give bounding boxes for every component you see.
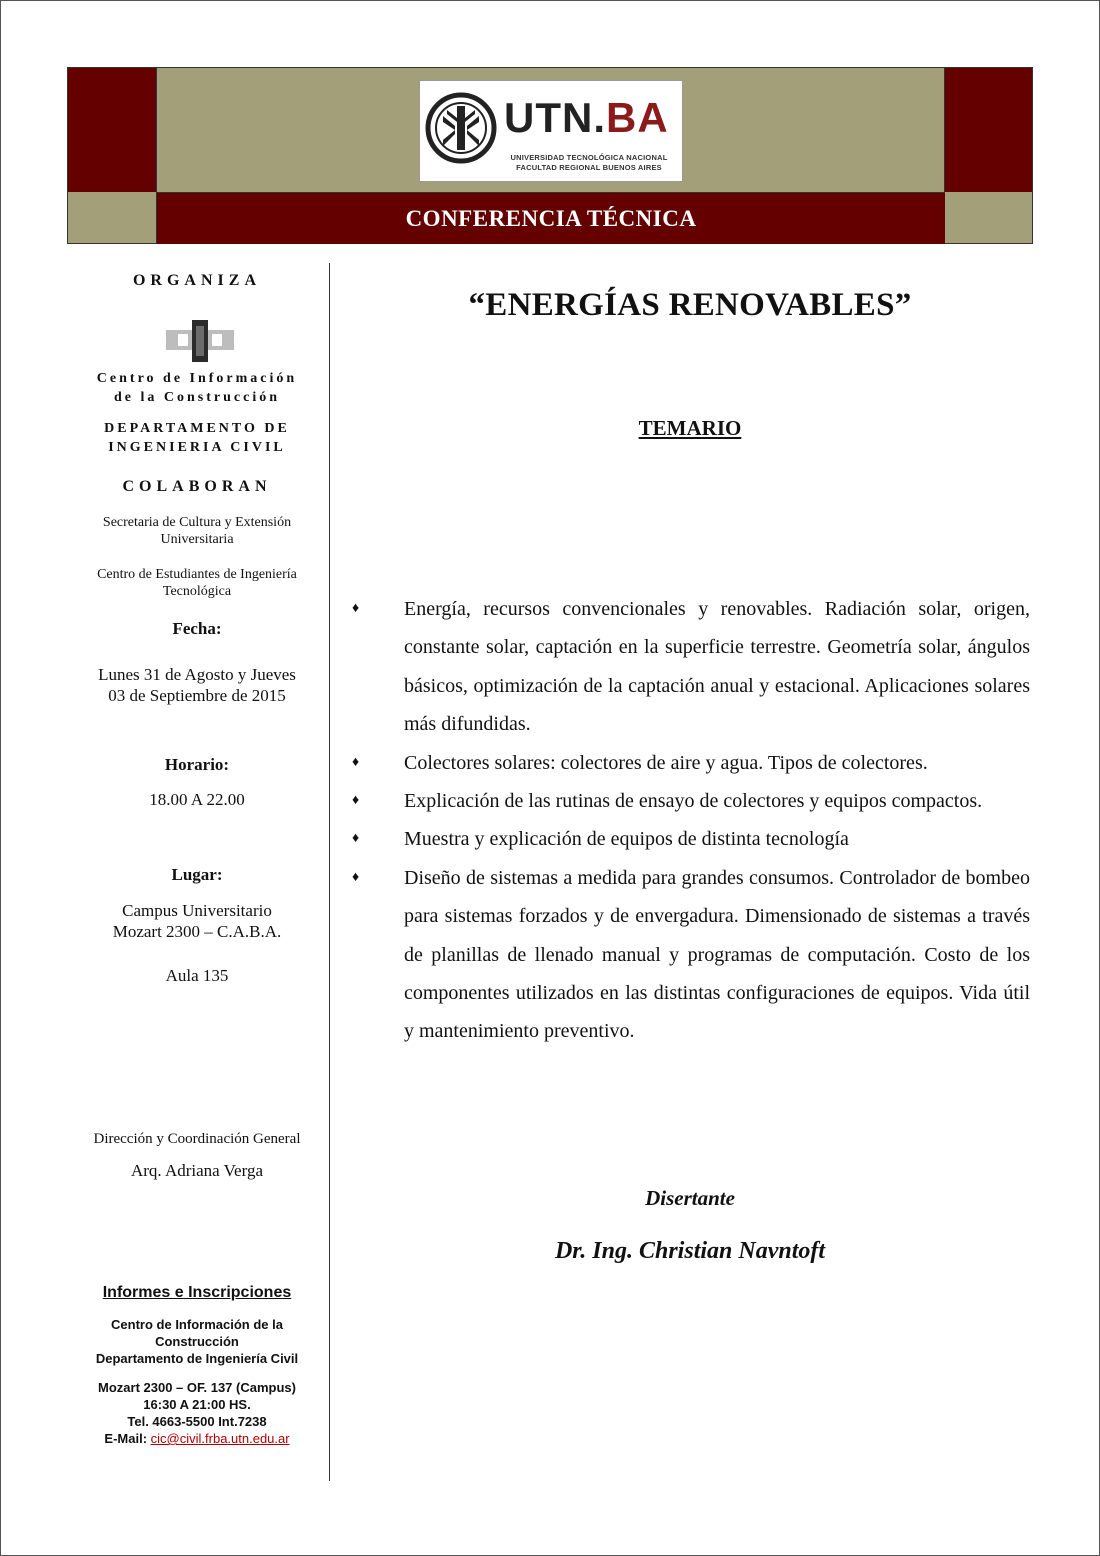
aula-value: Aula 135 (165, 966, 229, 985)
fecha-value: 03 de Septiembre de 2015 (108, 686, 286, 705)
colaboran-heading: COLABORAN (122, 478, 272, 495)
informes-title: Informes e Inscripciones (102, 1284, 292, 1301)
banner-title-bar (157, 192, 945, 244)
diamond-bullet-icon: ♦ (352, 601, 360, 616)
informes-hours: 16:30 A 21:00 HS. (143, 1397, 251, 1412)
logo-subtitle: FACULTAD REGIONAL BUENOS AIRES (516, 163, 662, 172)
informes-org-line: Departamento de Ingeniería Civil (95, 1351, 299, 1366)
lugar-label: Lugar: (171, 865, 223, 884)
topic-text: Muestra y explicación de equipos de distinta tecnología (404, 828, 849, 851)
banner-corner-block (944, 192, 1032, 243)
cic-name-line: de la Construcción (114, 390, 280, 405)
topic-text: Colectores solares: colectores de aire y agua. Tipos de colectores. (404, 751, 928, 774)
logo-wordmark-accent: BA (606, 94, 669, 141)
temario-heading: TEMARIO (638, 416, 742, 440)
department-line: DEPARTAMENTO DE (104, 421, 290, 436)
banner-title: CONFERENCIA TÉCNICA (405, 205, 697, 231)
utn-logo (419, 80, 683, 182)
topic-text: Energía, recursos convencionales y renovables. Radiación solar, origen, constante solar, captación en la superficie terrestre. Geometría solar, ángulos básicos, optimización de la captación anual y estacional. Aplicaciones solares más difundidas. (404, 598, 1030, 736)
informes-email-row (66, 1430, 328, 1447)
department-line: INGENIERIA CIVIL (108, 440, 286, 455)
lugar-value: Mozart 2300 – C.A.B.A. (112, 922, 282, 941)
informes-org-line: Centro de Información de la (111, 1317, 283, 1332)
logo-subtitle: UNIVERSIDAD TECNOLÓGICA NACIONAL (510, 153, 668, 162)
fecha-value: Lunes 31 de Agosto y Jueves (98, 665, 296, 684)
diamond-bullet-icon: ♦ (352, 869, 360, 885)
email-label: E-Mail: (104, 1431, 151, 1446)
banner-corner-block (68, 68, 157, 193)
topics-list (350, 590, 1030, 1051)
logo-wordmark-main: UTN. (504, 94, 606, 141)
page-title: “ENERGÍAS RENOVABLES” (468, 287, 912, 323)
topic-text: Explicación de las rutinas de ensayo de colectores y equipos compactos. (404, 790, 983, 813)
column-divider (329, 263, 330, 1481)
email-link[interactable]: cic@civil.frba.utn.edu.ar (150, 1431, 290, 1446)
collaborator-line: Secretaria de Cultura y Extensión (102, 515, 292, 530)
cic-logo-icon (166, 320, 234, 362)
informes-phone: Tel. 4663-5500 Int.7238 (127, 1414, 267, 1429)
direccion-label: Dirección y Coordinación General (93, 1131, 301, 1147)
utn-emblem-icon (425, 92, 497, 164)
direccion-name: Arq. Adriana Verga (130, 1161, 264, 1180)
topic-text: Diseño de sistemas a medida para grandes consumos. Controlador de bombeo para sistemas forzados y de envergadura. Dimensionado de sistemas a través de planillas de llenado manual y programas de computación. Costo de los componentes utilizados en las distintas configuraciones de equipos. Vida útil y mantenimiento preventivo. (404, 866, 1030, 1043)
lugar-value: Campus Universitario (122, 901, 272, 920)
header-banner (67, 67, 1033, 244)
informes-org-line: Construcción (155, 1334, 239, 1349)
banner-corner-block (68, 192, 157, 243)
list-item (350, 590, 1030, 744)
diamond-bullet-icon: ♦ (352, 754, 360, 770)
horario-label: Horario: (164, 755, 230, 774)
collaborator-line: Universitaria (160, 532, 234, 547)
horario-value: 18.00 A 22.00 (149, 790, 245, 809)
list-item (350, 782, 1030, 820)
list-item (350, 820, 1030, 858)
collaborator-line: Centro de Estudiantes de Ingeniería (97, 567, 297, 582)
informes-address: Mozart 2300 – OF. 137 (Campus) (98, 1380, 296, 1395)
cic-name-line: Centro de Información (96, 371, 298, 386)
banner-corner-block (944, 68, 1032, 193)
organiza-heading: ORGANIZA (132, 272, 261, 289)
collaborator-line: Tecnológica (162, 584, 232, 599)
diamond-bullet-icon: ♦ (352, 793, 360, 809)
speaker-name: Dr. Ing. Christian Navntoft (554, 1238, 826, 1264)
logo-wordmark (504, 94, 669, 141)
list-item (350, 744, 1030, 782)
diamond-bullet-icon: ♦ (352, 831, 360, 847)
fecha-label: Fecha: (172, 619, 222, 638)
list-item (350, 859, 1030, 1051)
disertante-label: Disertante (645, 1186, 735, 1210)
